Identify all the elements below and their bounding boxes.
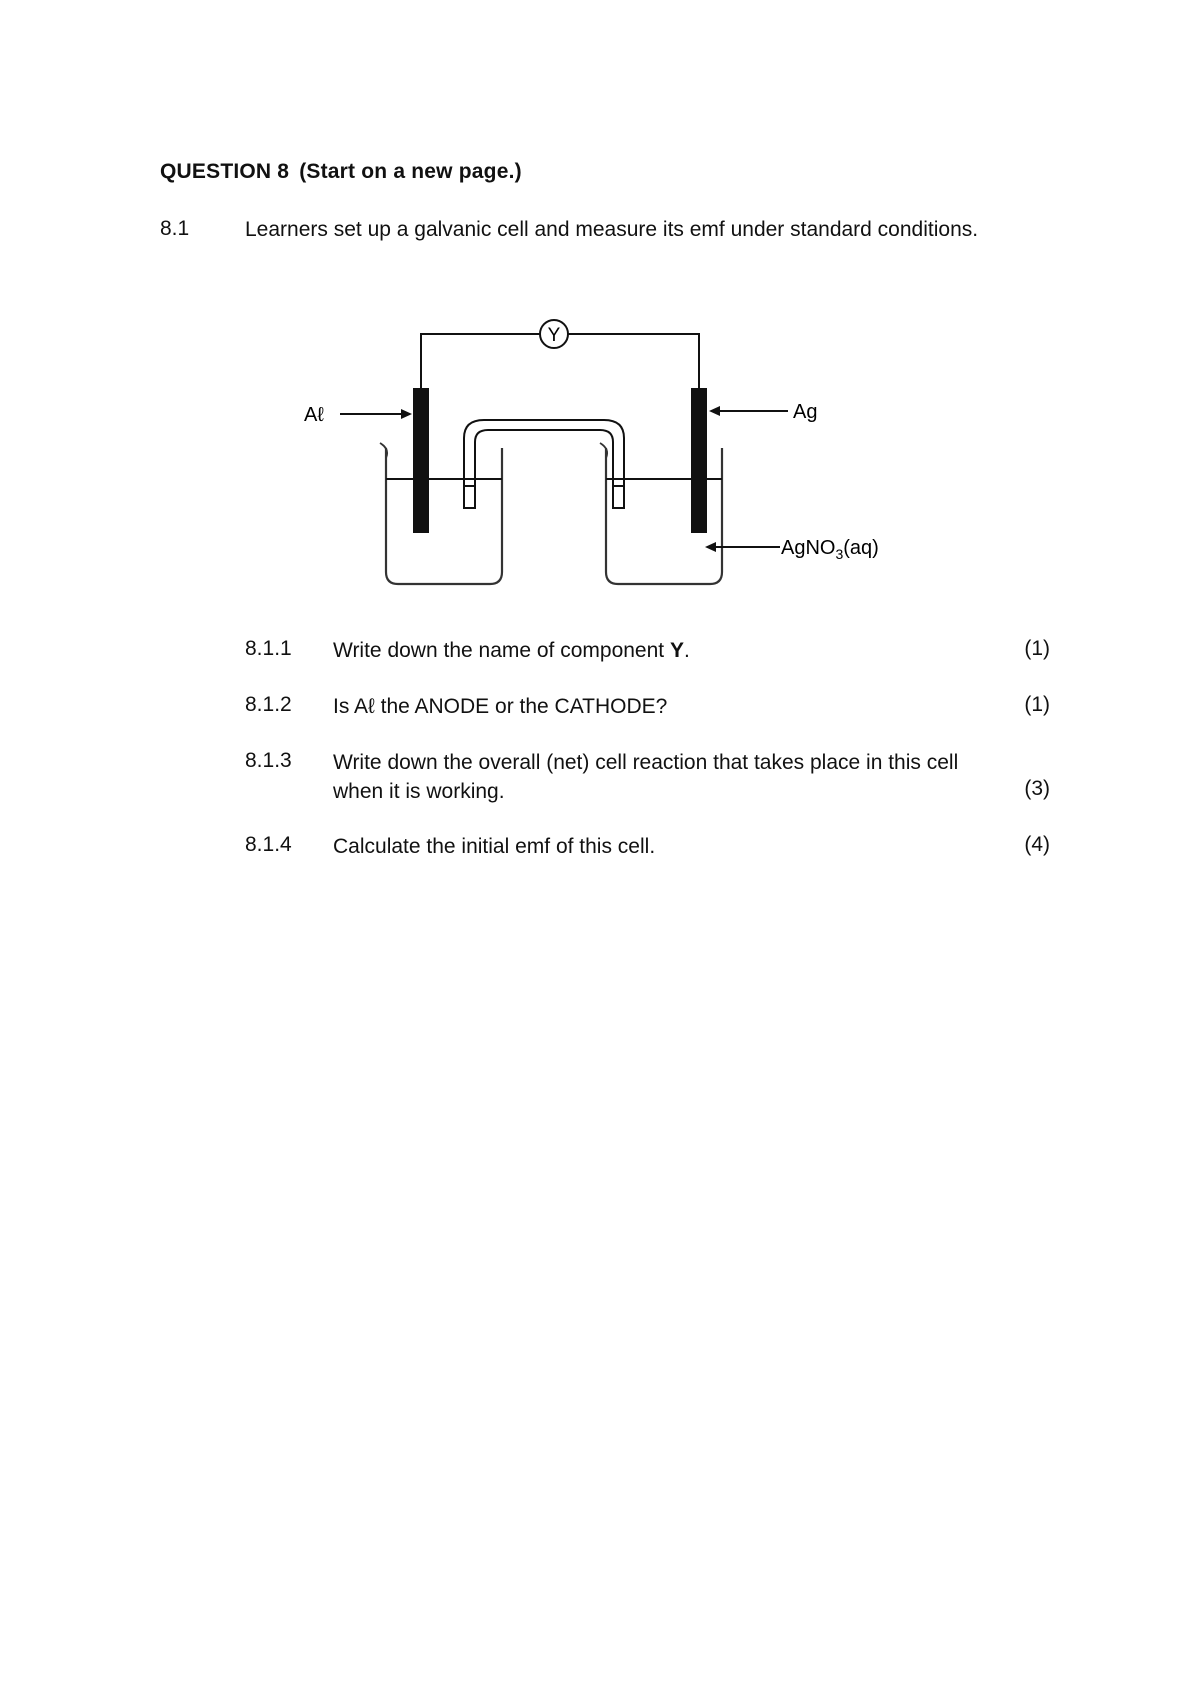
subquestion-number-8-1-4: 8.1.4 — [245, 833, 292, 856]
component-y-bold: Y — [669, 639, 684, 662]
subquestion-text-8-1-1: Write down the name of component Y. — [333, 639, 690, 662]
question-text-8-1: Learners set up a galvanic cell and measure its emf under standard conditions. — [245, 218, 979, 241]
subquestion-number-8-1-2: 8.1.2 — [245, 693, 292, 716]
solution-arrow — [705, 542, 780, 552]
solution-label: AgNO$_3$(aq) — [781, 537, 879, 562]
subquestion-text-8-1-2: Is Aℓ the ANODE or the CATHODE? — [333, 695, 668, 718]
silver-arrow — [709, 406, 788, 416]
silver-label: Ag — [793, 401, 818, 423]
meter-y — [540, 320, 568, 348]
left-beaker — [380, 443, 502, 584]
subquestion-text-8-1-4: Calculate the initial emf of this cell. — [333, 835, 656, 858]
marks-8-1-4: (4) — [1024, 833, 1050, 856]
marks-8-1-1: (1) — [1024, 637, 1050, 660]
question-heading — [160, 160, 522, 184]
galvanic-cell-diagram — [300, 308, 920, 598]
subquestion-text-8-1-3: Write down the overall (net) cell reaction that takes place in this cell when it is working. — [333, 751, 959, 803]
meter-label: Y — [547, 325, 561, 346]
question-title: QUESTION 8 — [160, 160, 290, 183]
question-number-8-1: 8.1 — [160, 217, 190, 240]
aluminium-electrode — [413, 388, 429, 533]
subquestion-number-8-1-1: 8.1.1 — [245, 637, 292, 660]
question-subtitle: (Start on a new page.) — [299, 160, 522, 183]
silver-electrode — [691, 388, 707, 533]
aluminium-label: Aℓ — [304, 404, 324, 426]
marks-8-1-3: (3) — [1024, 777, 1050, 800]
subquestion-number-8-1-3: 8.1.3 — [245, 749, 292, 772]
salt-bridge — [464, 420, 624, 508]
aluminium-arrow — [340, 409, 412, 419]
marks-8-1-2: (1) — [1024, 693, 1050, 716]
